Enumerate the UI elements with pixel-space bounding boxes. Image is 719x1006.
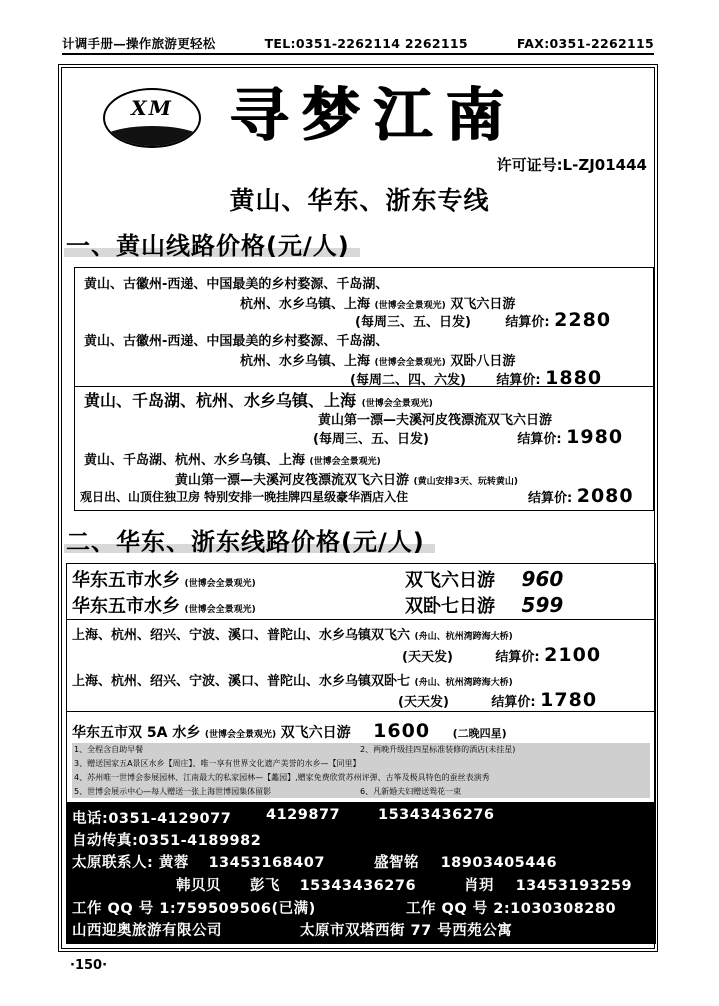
contact-taiyuan: 太原联系人: 黄蓉 13453168407 [72, 855, 325, 871]
route3-line2: 黄山第一漂—夫溪河皮筏漂流双飞六日游 [318, 413, 553, 428]
contact-phone3: 15343436276 [378, 807, 495, 823]
route-a: 华东五市水乡 (世博会全景观光) [72, 570, 256, 591]
contact-fax: 自动传真:0351-4189982 [72, 833, 262, 849]
brand-title: 寻梦江南 [230, 81, 519, 149]
license-number: 许可证号:L-ZJ01444 [496, 156, 647, 174]
route4-price: 2080 [576, 485, 634, 507]
header-slogan: 计调手册—操作旅游更轻松 [62, 36, 216, 51]
route4-line2: 黄山第一漂—夫溪河皮筏漂流双飞六日游 (黄山安排3天、玩转黄山) [175, 473, 519, 488]
note-1: 1、全程含自助早餐 [74, 745, 144, 754]
contact-person-5: 肖玥 13453193259 [464, 878, 633, 894]
route-e-price: 1600 [373, 720, 431, 742]
page-number: ·150· [70, 958, 108, 973]
route-d-price: 1780 [540, 689, 598, 711]
route4-note: (世博会全景观光) [309, 457, 381, 467]
subtitle: 黄山、华东、浙东专线 [229, 186, 490, 215]
note-4: 4、苏州唯一世博会参展园林、江南最大的私家园林—【蠡园】,赠家免费欣赏苏州评弹、古筝及极具特色的蚕丝表演秀 [74, 773, 490, 782]
route1-line2: 杭州、水乡乌镇、上海 (世博会全景观光) 双飞六日游 [240, 297, 516, 312]
contact-phone: 电话:0351-4129077 [72, 811, 232, 827]
company-logo [103, 88, 201, 148]
route1-schedule: (每周三、五、日发) [355, 315, 471, 330]
route2-tour: 双卧八日游 [450, 354, 516, 369]
route-b-price: 双卧七日游 599 [405, 593, 564, 617]
contact-person-3: 韩贝贝 [176, 878, 221, 894]
section2-divider2 [66, 711, 656, 712]
route-e: 华东五市双 5A 水乡 (世博会全景观光) 双飞六日游 1600 (二晚四星) [72, 720, 507, 742]
route-c: 上海、杭州、绍兴、宁波、溪口、普陀山、水乡乌镇双飞六 (舟山、杭州湾跨海大桥) [72, 628, 513, 643]
header-rule [62, 53, 654, 55]
route-b: 华东五市水乡 (世博会全景观光) [72, 596, 256, 617]
route-a-price: 双飞六日游 960 [405, 567, 564, 591]
note-6: 6、凡新婚夫妇赠送鸳花一束 [360, 787, 462, 796]
contact-block [66, 803, 656, 944]
header-tel: TEL:0351-2262114 2262115 [264, 35, 468, 51]
route3-price-row: (每周三、五、日发) 结算价: 1980 [313, 426, 624, 448]
route-d: 上海、杭州、绍兴、宁波、溪口、普陀山、水乡乌镇双卧七 (舟山、杭州湾跨海大桥) [72, 674, 513, 689]
route-c-price: 2100 [544, 644, 602, 666]
section2-heading-text: 二、华东、浙东线路价格(元/人) [66, 528, 425, 556]
contact-person-4: 彭飞 15343436276 [250, 878, 417, 894]
contact-person-2: 盛智铭 18903405446 [374, 855, 558, 871]
route2-note: (世博会全景观光) [374, 358, 446, 368]
route1-price-row: (每周三、五、日发) 结算价: 2280 [355, 309, 612, 331]
route3-line1: 黄山、千岛湖、杭州、水乡乌镇、上海 (世博会全景观光) [84, 391, 433, 410]
contact-qq1: 工作 QQ 号 1:759509506(已满) [72, 901, 316, 917]
route1-note: (世博会全景观光) [374, 301, 446, 311]
contact-company: 山西迎奥旅游有限公司 [72, 923, 222, 939]
route2-price-row: (每周二、四、六发) 结算价: 1880 [350, 367, 603, 389]
route1-tour: 双飞六日游 [450, 297, 516, 312]
route4-line1: 黄山、千岛湖、杭州、水乡乌镇、上海 (世博会全景观光) [84, 453, 381, 468]
section1-heading-text: 一、黄山线路价格(元/人) [66, 232, 350, 260]
route3-note: (世博会全景观光) [361, 399, 433, 409]
route2-schedule: (每周二、四、六发) [350, 373, 466, 388]
page-header [62, 35, 654, 51]
header-fax: FAX:0351-2262115 [516, 35, 654, 51]
section2-heading [66, 522, 425, 557]
logo-swoosh-icon [103, 126, 201, 148]
section1-heading [66, 226, 350, 261]
route2-line1: 黄山、古徽州-西递、中国最美的乡村婺源、千岛湖、 [84, 334, 389, 349]
contact-phone2: 4129877 [266, 807, 341, 823]
route-d-price-row: (天天发) 结算价: 1780 [398, 689, 598, 711]
note-2: 2、两晚升级挂四星标准装修的酒店(未挂星) [360, 745, 516, 754]
note-5: 5、世博会展示中心—每人赠送一张上海世博园集体留影 [74, 787, 272, 796]
section2-divider1 [66, 619, 656, 620]
route1-price: 2280 [554, 309, 612, 331]
note-3: 3、赠送国家五A景区水乡【周庄】、唯一享有世界文化遗产美誉的水乡—【同里】 [74, 759, 361, 768]
route1-line1: 黄山、古徽州-西递、中国最美的乡村婺源、千岛湖、 [84, 277, 389, 292]
route4-note2: (黄山安排3天、玩转黄山) [413, 477, 519, 487]
route3-schedule: (每周三、五、日发) [313, 432, 429, 447]
contact-address: 太原市双塔西街 77 号西苑公寓 [300, 923, 513, 939]
route4-line3: 观日出、山顶住独卫房 特别安排一晚挂牌四星级豪华酒店入住 [80, 490, 409, 504]
contact-qq2: 工作 QQ 号 2:1030308280 [406, 901, 617, 917]
route-notes [72, 743, 650, 798]
route4-price-row: 结算价: 2080 [528, 485, 634, 507]
route3-price: 1980 [566, 426, 624, 448]
route2-line2: 杭州、水乡乌镇、上海 (世博会全景观光) 双卧八日游 [240, 354, 516, 369]
route-c-price-row: (天天发) 结算价: 2100 [402, 644, 602, 666]
logo-text: XM [131, 96, 173, 120]
route2-price: 1880 [545, 367, 603, 389]
